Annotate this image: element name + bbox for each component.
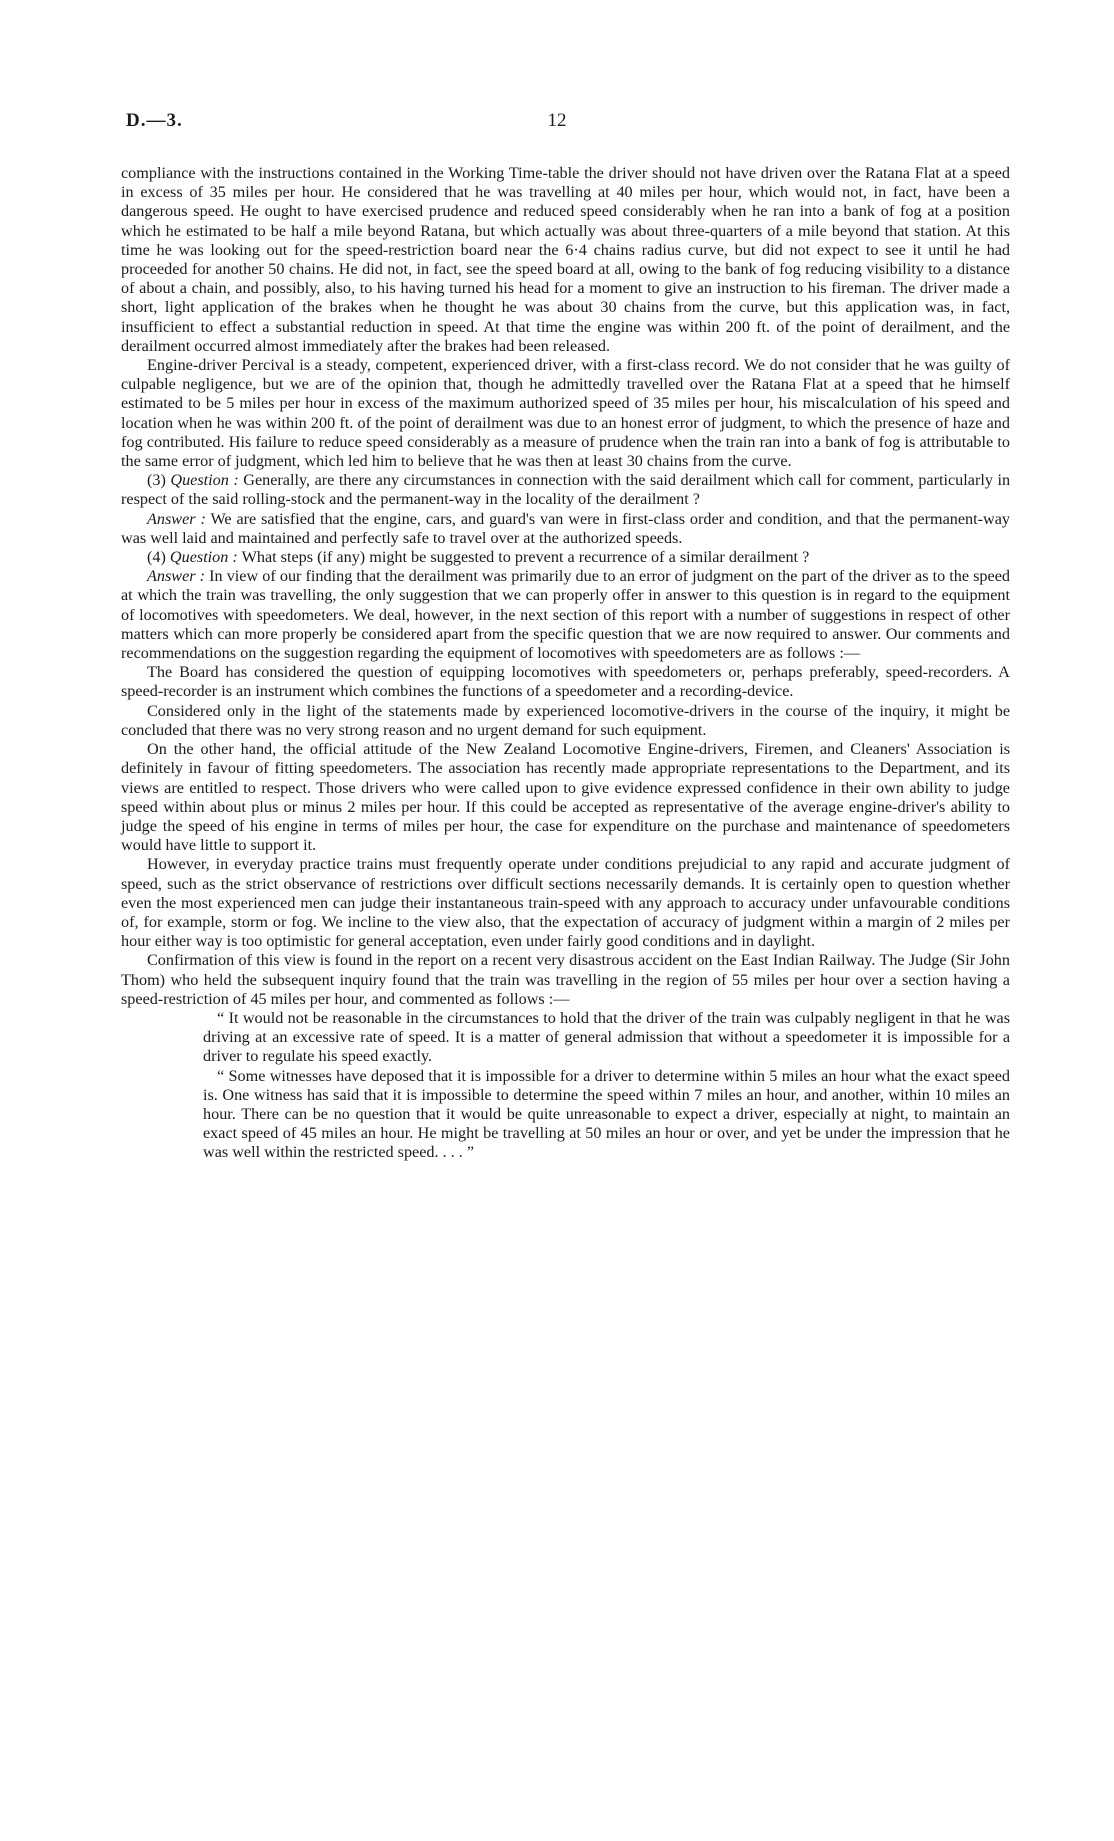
question-text: What steps (if any) might be suggested to prevent a recurrence of a similar derailment ?: [241, 548, 810, 567]
quotation-2: “ Some witnesses have deposed that it is impossible for a driver to determine within 5 miles an hour what the exact speed is. One witness has said that it is impossible to determine the speed within 7 miles an hour, and another, within 10 miles an hour. There can be no question that it would be quite unreasonable to expect a driver, especially at night, to maintain an exact speed of 45 miles an hour. He might be travelling at 50 miles an hour or over, and yet be under the impression that he was well within the restricted speed. . . . ”: [203, 1066, 1010, 1162]
paragraph-association-attitude: On the other hand, the official attitude of the New Zealand Locomotive Engine-drivers, Firemen, and Cleaners' Association is definitely in favour of fitting speedometers. The association has recently made appropriate representations to the Department, and its views are entitled to respect. Those drivers who were called upon to give evidence expressed confidence in their own ability to judge speed within about plus or minus 2 miles per hour. If this could be accepted as representative of the average engine-driver's ability to judge the speed of his engine in terms of miles per hour, the case for expenditure on the purchase and maintenance of speedometers would have little to support it.: [121, 740, 1010, 855]
document-body: [121, 164, 1010, 1163]
question-label: Question :: [169, 548, 238, 567]
paragraph-driver-percival: Engine-driver Percival is a steady, competent, experienced driver, with a first-class record. We do not consider that he was guilty of culpable negligence, but we are of the opinion that, though he admittedly travelled over the Ratana Flat at a speed that he himself estimated to be 5 miles per hour in excess of the maximum authorized speed of 35 miles per hour, his miscalculation of his speed and location when he was within 200 ft. of the point of derailment was due to an honest error of judgment, to which the presence of haze and fog contributed. His failure to reduce speed considerably as a measure of prudence when the train ran into a bank of fog is attributable to the same error of judgment, which led him to believe that he was then at least 30 chains from the curve.: [121, 356, 1010, 471]
answer-text: In view of our finding that the derailment was primarily due to an error of judgment on the part of the driver as to the speed at which the train was travelling, the only suggestion that we can properly offer in answer to this question is in regard to the equipment of locomotives with speedometers. We deal, however, in the next section of this report with a number of suggestions in respect of other matters which can more properly be considered apart from the specific question that we are now required to answer. Our comments and recommendations on the suggestion regarding the equipment of locomotives with speedometers are as follows :—: [121, 567, 1010, 663]
question-3: [121, 471, 1010, 509]
question-text: Generally, are there any circumstances in connection with the said derailment which call for comment, particularly in respect of the said rolling-stock and the permanent-way in the locality of the derailment ?: [121, 471, 1011, 509]
paragraph-driver-compliance: compliance with the instructions contained in the Working Time-table the driver should not have driven over the Ratana Flat at a speed in excess of 35 miles per hour. He considered that he was travelling at 40 miles per hour, which would not, in fact, have been a dangerous speed. He ought to have exercised prudence and reduced speed considerably when he ran into a bank of fog at a position which he estimated to be half a mile beyond Ratana, but which actually was about three-quarters of a mile beyond that station. At this time he was looking out for the speed-restriction board near the 6·4 chains radius curve, but did not expect to see it until he had proceeded for another 50 chains. He did not, in fact, see the speed board at all, owing to the bank of fog reducing visibility to a distance of about a chain, and possibly, also, to his having turned his head for a moment to give an instruction to his fireman. The driver made a short, light application of the brakes when he thought he was about 30 chains from the curve, but this application was, in fact, insufficient to effect a substantial reduction in speed. At that time the engine was within 200 ft. of the point of derailment, and the derailment occurred almost immediately after the brakes had been released.: [121, 164, 1010, 355]
question-number: (3): [147, 471, 166, 490]
answer-label: Answer :: [147, 567, 206, 586]
answer-label: Answer :: [147, 509, 206, 528]
paragraph-everyday-practice: However, in everyday practice trains must frequently operate under conditions prejudicial to any rapid and accurate judgment of speed, such as the strict observance of restrictions over difficult sections necessarily demands. It is certainly open to question whether even the most experienced men can judge their instantaneous train-speed with any approach to accuracy under unfavourable conditions of, for example, storm or fog. We incline to the view also, that the expectation of accuracy of judgment within a margin of 2 miles per hour either way is too optimistic for general acceptation, even under fairly good conditions and in daylight.: [121, 855, 1010, 951]
answer-3: [121, 510, 1010, 548]
page-number: 12: [547, 110, 567, 131]
answer-4: [121, 567, 1010, 663]
question-4: [121, 548, 1010, 567]
quotation-1: “ It would not be reasonable in the circumstances to hold that the driver of the train was culpably negligent in that he was driving at an excessive rate of speed. It is a matter of general admission that without a speedometer it is impossible for a driver to regulate his speed exactly.: [203, 1008, 1010, 1066]
answer-text: We are satisfied that the engine, cars, and guard's van were in first-class order and condition, and that the permanent-way was well laid and maintained and perfectly safe to travel over at the authorized speeds.: [121, 509, 1011, 547]
paragraph-drivers-statements: Considered only in the light of the statements made by experienced locomotive-drivers in the course of the inquiry, it might be concluded that there was no very strong reason and no urgent demand for such equipment.: [121, 701, 1010, 739]
document-reference: D.—3.: [126, 110, 183, 131]
paragraph-speed-recorders: The Board has considered the question of equipping locomotives with speedometers or, perhaps preferably, speed-recorders. A speed-recorder is an instrument which combines the functions of a speedometer and a recording-device.: [121, 663, 1010, 701]
question-label: Question :: [170, 471, 239, 490]
page-header: [126, 110, 988, 140]
paragraph-east-indian-railway: Confirmation of this view is found in the report on a recent very disastrous accident on the East Indian Railway. The Judge (Sir John Thom) who held the subsequent inquiry found that the train was travelling in the region of 55 miles per hour over a section having a speed-restriction of 45 miles per hour, and commented as follows :—: [121, 951, 1010, 1008]
question-number: (4): [147, 548, 166, 567]
